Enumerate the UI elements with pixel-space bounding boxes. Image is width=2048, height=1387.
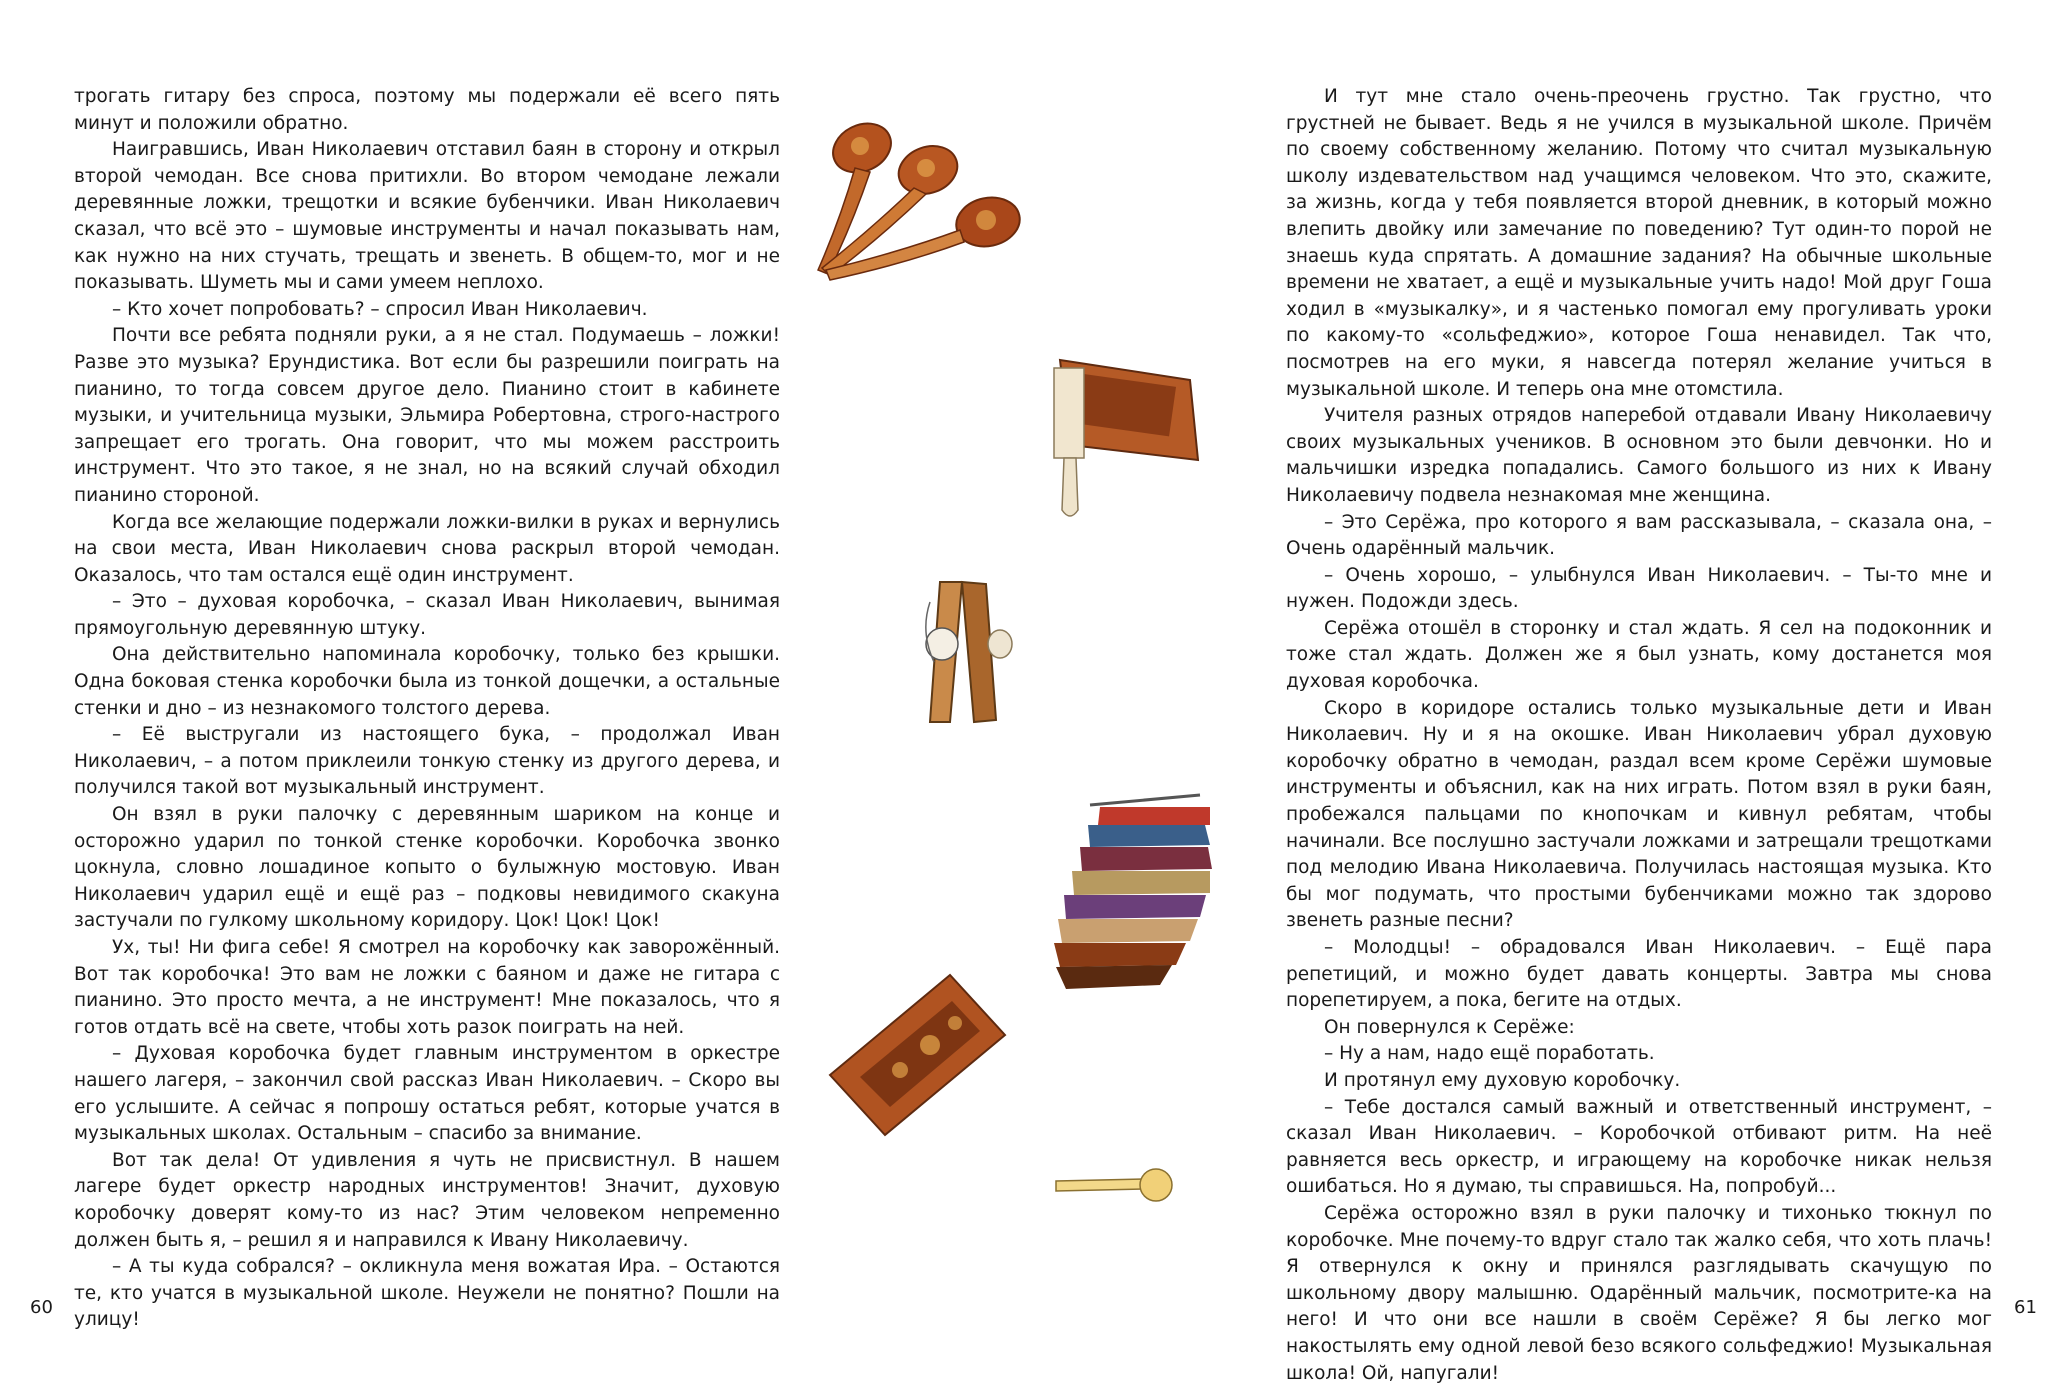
rattle-illustration (1040, 785, 1215, 995)
paragraph: Она действительно напоминала коробочку, только без крышки. Одна боковая стенка коробочки была из тонкой дощечки, а остальные стенки и дно – из незнакомого толстого дерева. (74, 644, 780, 719)
ratchet-illustration (1040, 350, 1210, 530)
paragraph: Наигравшись, Иван Николаевич отставил баян в сторону и открыл второй чемодан. Все снова притихли. Во втором чемодане лежали деревянные ложки, трещотки и всякие бубенчики. Иван Николаевич сказал, что всё это – шумовые инструменты и начал показывать нам, как нужно на них стучать, трещать и звенеть. В общем-то, мог и не показывать. Шуметь мы и сами умеем неплохо. (74, 139, 780, 294)
paragraph: – Очень хорошо, – улыбнулся Иван Николаевич. – Ты-то мне и нужен. Подожди здесь. (1286, 564, 1992, 613)
paragraph: Ух, ты! Ни фига себе! Я смотрел на коробочку как заворожённый. Вот так коробочка! Это вам не ложки с баяном и даже не гитара с пианино. Это просто мечта, а не инструмент! Мне показалось, что я готов отдать всё на свете, чтобы хоть разок поиграть на ней. (74, 937, 780, 1038)
page-number-right: 61 (2014, 1297, 2037, 1318)
page-number-left: 60 (30, 1297, 53, 1318)
paragraph: Когда все желающие подержали ложки-вилки в руках и вернулись на свои места, Иван Николаевич снова раскрыл второй чемодан. Оказалось, что там остался ещё один инструмент. (74, 511, 780, 586)
paragraph: И тут мне стало очень-преочень грустно. Так грустно, что грустней не бывает. Ведь я не учился в музыкальной школе. Причём по своему собственному желанию. Потому что считал музыкальную школу издевательством над учащимся человеком. Что это, скажите, за жизнь, когда у тебя появляется второй дневник, в который можно влепить двойку или замечание по поведению? Тут один-то порой не знаешь куда спрятать. А домашние задания? На обычные школьные времени не хватает, а ещё и музыкальные учить надо! Мой друг Гоша ходил в «музыкалку», и я частенько помогал ему прогуливать уроки по какому-то «сольфеджио», которое Гоша ненавидел. Так что, посмотрев на его муки, я навсегда потерял желание учиться в музыкальной школе. И теперь она мне отомстила. (1286, 86, 1992, 400)
paragraph: – Молодцы! – обрадовался Иван Николаевич. – Ещё пара репетиций, и можно будет давать концерты. Завтра мы снова порепетируем, а пока, бегите на отдых. (1286, 937, 1992, 1012)
paragraph: – Её выстругали из настоящего бука, – продолжал Иван Николаевич, – а потом приклеили тонкую стенку из другого дерева, и получился такой вот музыкальный инструмент. (74, 724, 780, 799)
paragraph: Он взял в руки палочку с деревянным шариком на конце и осторожно ударил по тонкой стенке коробочки. Коробочка звонко цокнула, словно лошадиное копыто о булыжную мостовую. Иван Николаевич ударил ещё и ещё раз – подковы невидимого скакуна застучали по гулкому школьному коридору. Цок! Цок! Цок! (74, 804, 780, 932)
paragraph: трогать гитару без спроса, поэтому мы подержали её всего пять минут и положили обратно. (74, 86, 780, 134)
clapper-illustration (900, 572, 1020, 732)
paragraph: – Тебе достался самый важный и ответственный инструмент, – сказал Иван Николаевич. – Коробочкой отбивают ритм. На неё равняется весь оркестр, и играющему на коробочке никак нельзя ошибаться. Но я думаю, ты справишься. На, попробуй... (1286, 1096, 1992, 1198)
paragraph: Почти все ребята подняли руки, а я не стал. Подумаешь – ложки! Разве это музыка? Ерундистика. Вот если бы разрешили поиграть на пианино, то тогда совсем другое дело. Пианино стоит в кабинете музыки, и учительница музыки, Эльмира Робертовна, строго-настрого запрещает его трогать. Она говорит, что мы можем расстроить инструмент. Что это такое, я не знал, но на всякий случай обходил пианино стороной. (74, 325, 780, 506)
mallet-illustration (1052, 1163, 1182, 1215)
paragraph: Серёжа отошёл в сторонку и стал ждать. Я сел на подоконник и тоже стал ждать. Должен же я был узнать, кому достанется моя духовая коробочка. (1286, 617, 1992, 693)
paragraph: – А ты куда собрался? – окликнула меня вожатая Ира. – Остаются те, кто учатся в музыкальной школе. Неужели не понятно? Пошли на улицу! (74, 1256, 780, 1331)
paragraph: Учителя разных отрядов наперебой отдавали Ивану Николаевичу своих музыкальных учеников. В основном это были девчонки. Но и мальчишки изредка попадались. Самого большого из них к Ивану Николаевичу подвела незнакомая мне женщина. (1286, 405, 1992, 506)
right-page-text (1286, 84, 1992, 1387)
wood-block-illustration (820, 965, 1015, 1145)
paragraph: – Это – духовая коробочка, – сказал Иван Николаевич, вынимая прямоугольную деревянную штуку. (74, 591, 780, 639)
paragraph: Он повернулся к Серёже: (1324, 1016, 1575, 1038)
left-page-text (74, 84, 780, 1334)
paragraph: – Кто хочет попробовать? – спросил Иван Николаевич. (112, 298, 648, 320)
paragraph: Серёжа осторожно взял в руки палочку и тихонько тюкнул по коробочке. Мне почему-то вдруг стало так жалко себя, что хоть плачь! Я отвернулся к окну и принялся разглядывать скачущую по школьному двору малышню. Одарённый мальчик, посмотрите-ка на него! И что они все нашли в своём Серёже? Я бы легко мог накостылять ему одной левой безо всякого сольфеджио! Музыкальная школа! Ой, напугали! (1286, 1202, 1992, 1384)
paragraph: И протянул ему духовую коробочку. (1324, 1069, 1681, 1091)
paragraph: Вот так дела! От удивления я чуть не присвистнул. В нашем лагере будет оркестр народных инструментов! Значит, духовую коробочку доверят кому-то из нас? Этим человеком непременно должен быть я, – решил я и направился к Ивану Николаевичу. (74, 1149, 780, 1251)
wooden-spoons-illustration (800, 110, 1030, 285)
paragraph: – Это Серёжа, про которого я вам рассказывала, – сказала она, – Очень одарённый мальчик. (1286, 511, 1992, 560)
paragraph: – Ну а нам, надо ещё поработать. (1324, 1043, 1655, 1065)
paragraph: – Духовая коробочка будет главным инструментом в оркестре нашего лагеря, – закончил свой рассказ Иван Николаевич. – Скоро вы его услышите. А сейчас я попрошу остаться ребят, которые учатся в музыкальных школах. Остальным – спасибо за внимание. (74, 1043, 780, 1145)
paragraph: Скоро в коридоре остались только музыкальные дети и Иван Николаевич. Ну и я на окошке. Иван Николаевич убрал духовую коробочку обратно в чемодан, раздал всем кроме Серёжи шумовые инструменты и объяснил, как на них играть. Потом взял в руки баян, пробежался пальцами по кнопочкам и кивнул ребятам, чтобы начинали. Все послушно застучали ложками и затрещали трещотками под мелодию Ивана Николаевича. Получилась настоящая музыка. Кто бы мог подумать, что простыми бубенчиками можно так здорово звенеть разные песни? (1286, 697, 1992, 932)
